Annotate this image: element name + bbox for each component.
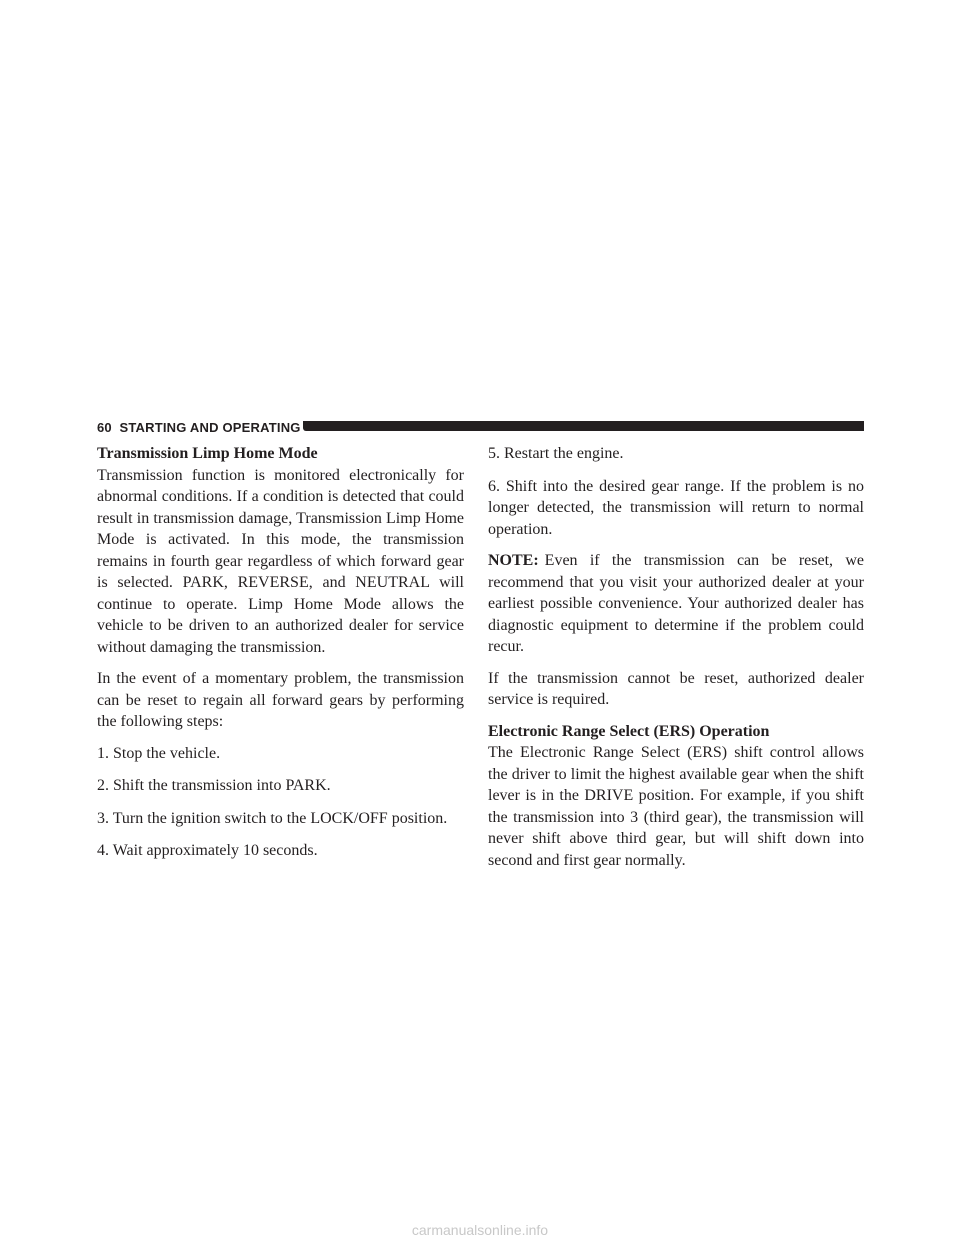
right-column: [488, 443, 864, 881]
step-2: 2. Shift the transmission into PARK.: [97, 777, 331, 794]
ers-paragraph: The Electronic Range Select (ERS) shift control allows the driver to limit the highest available gear when the shift lever is in the DRIVE position. For example, if you shift the transmission into 3 (third gear), the transmission will never shift above third gear, but will shift down into second and first gear normally.: [488, 744, 864, 869]
watermark: carmanualsonline.info: [411, 1222, 549, 1238]
limp-home-heading: Transmission Limp Home Mode: [97, 445, 318, 462]
note-text: Even if the transmission can be reset, we recommend that you visit your authorized dealer at your earliest possible convenience. Your authorized dealer has diagnostic equipment to determine if the problem could recur.: [488, 552, 864, 655]
header-rule: [303, 421, 864, 431]
ers-heading: Electronic Range Select (ERS) Operation: [488, 722, 770, 740]
limp-home-paragraph: Transmission function is monitored electronically for abnormal conditions. If a condition is detected that could result in transmission damage, Transmission Limp Home Mode is activated. In this mode, the transmission remains in fourth gear regardless of which forward gear is selected. PARK, REVERSE, and NEUTRAL will continue to operate. Limp Home Mode allows the vehicle to be driven to an authorized dealer for service without damaging the transmission.: [97, 466, 464, 656]
reset-required-paragraph: If the transmission cannot be reset, authorized dealer service is required.: [488, 669, 864, 708]
page-header: [97, 419, 864, 436]
note-label: NOTE:: [488, 552, 539, 569]
page-number: 60: [97, 420, 112, 435]
step-5: 5. Restart the engine.: [488, 445, 624, 462]
note-paragraph: [488, 550, 864, 658]
section-title: STARTING AND OPERATING: [119, 420, 301, 435]
left-column: [97, 443, 464, 873]
reset-intro-paragraph: In the event of a momentary problem, the transmission can be reset to regain all forward gears by performing the following steps:: [97, 670, 464, 730]
step-4: 4. Wait approximately 10 seconds.: [97, 842, 318, 859]
step-3: 3. Turn the ignition switch to the LOCK/OFF position.: [97, 809, 448, 827]
header-label: [97, 419, 301, 436]
step-6: 6. Shift into the desired gear range. If the problem is no longer detected, the transmission will return to normal operation.: [488, 477, 864, 538]
step-1: 1. Stop the vehicle.: [97, 744, 221, 762]
